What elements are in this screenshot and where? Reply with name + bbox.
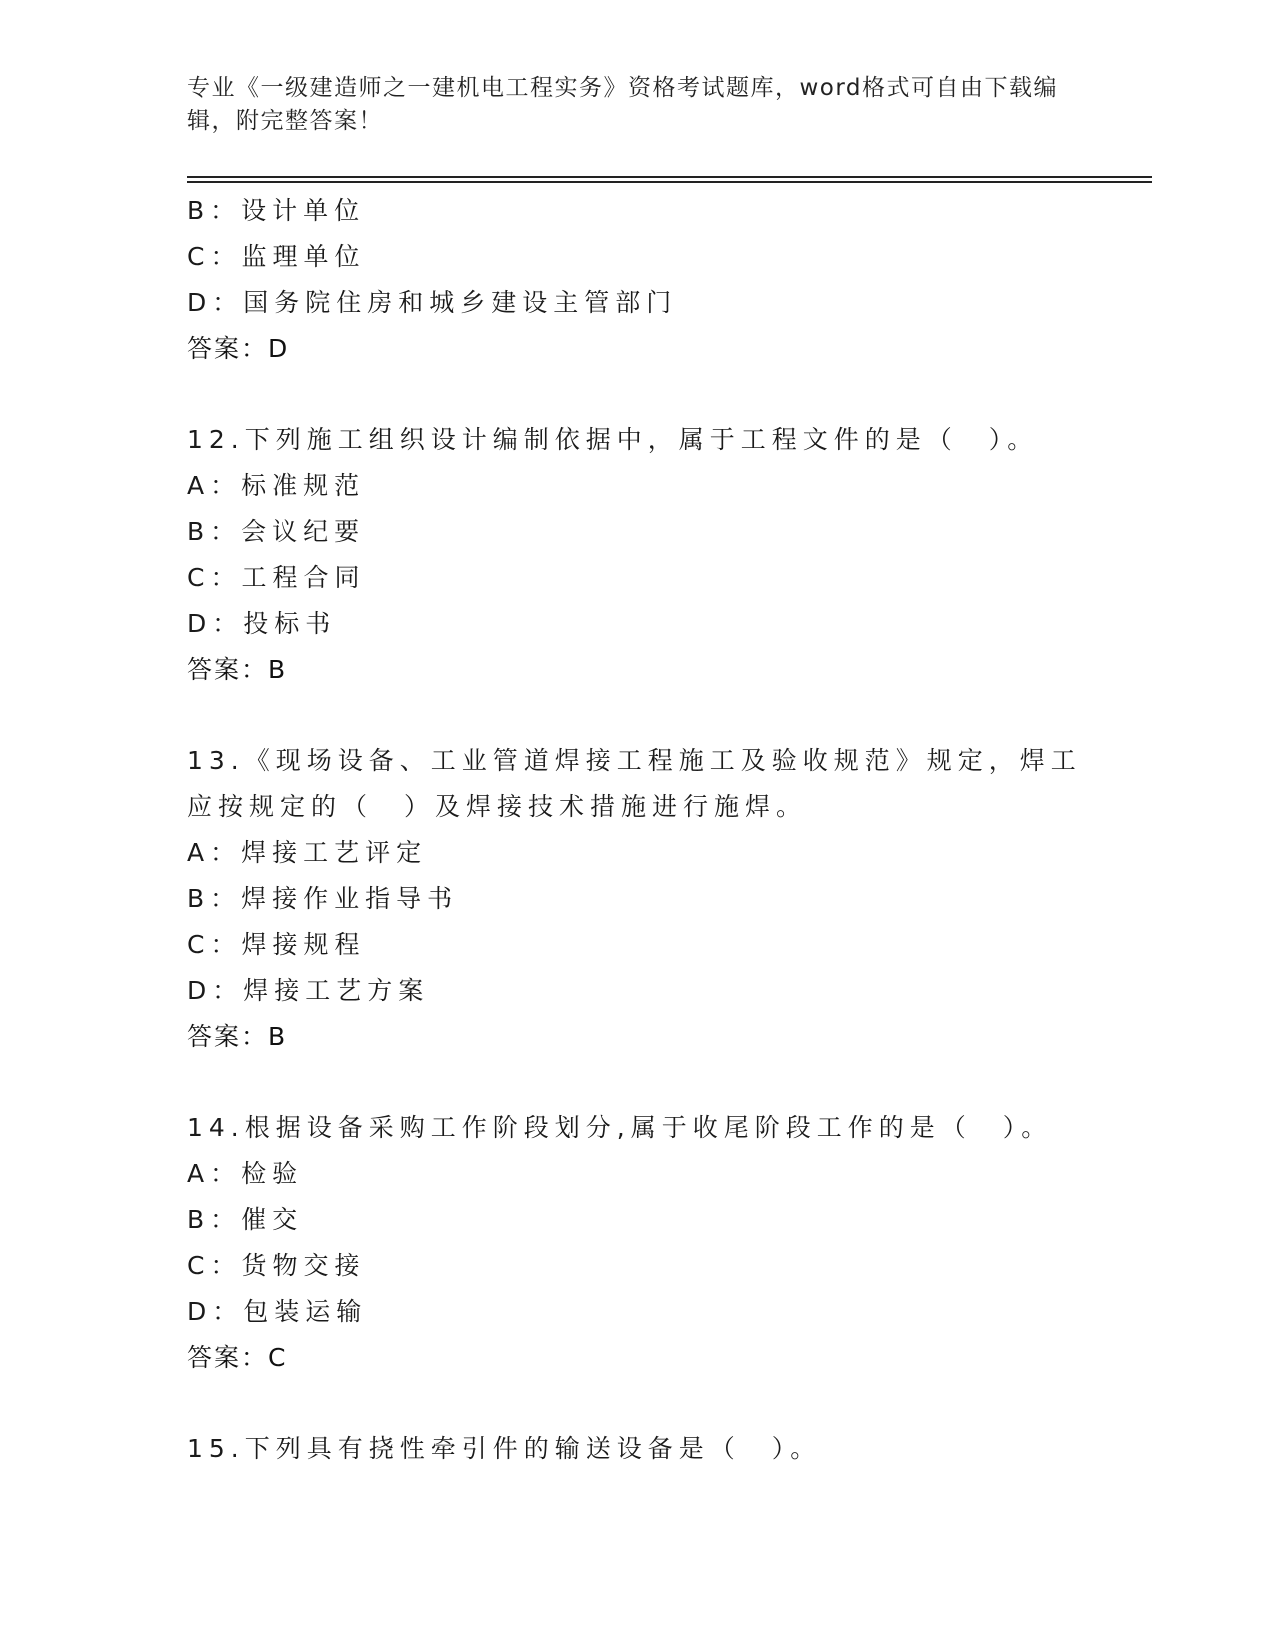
question-15 xyxy=(187,1426,1087,1472)
header-divider-top xyxy=(187,176,1152,178)
answer: 答案：C xyxy=(187,1343,288,1372)
question-text: 14.根据设备采购工作阶段划分,属于收尾阶段工作的是（ ）。 xyxy=(187,1113,1053,1142)
question-14 xyxy=(187,1105,1087,1381)
option-c: C：焊接规程 xyxy=(187,930,366,959)
option-b: B：催交 xyxy=(187,1205,304,1234)
option-d: D：国务院住房和城乡建设主管部门 xyxy=(187,288,678,317)
option-d: D：投标书 xyxy=(187,609,337,638)
option-b: B：会议纪要 xyxy=(187,517,366,546)
question-text: 12.下列施工组织设计编制依据中，属于工程文件的是（ ）。 xyxy=(187,425,1039,454)
option-c: C：监理单位 xyxy=(187,242,366,271)
option-b: B：设计单位 xyxy=(187,196,366,225)
option-c: C：工程合同 xyxy=(187,563,366,592)
option-a: A：标准规范 xyxy=(187,471,366,500)
option-d: D：包装运输 xyxy=(187,1297,368,1326)
option-a: A：检验 xyxy=(187,1159,304,1188)
option-d: D：焊接工艺方案 xyxy=(187,976,430,1005)
question-list xyxy=(187,188,1087,1472)
header-divider-bottom xyxy=(187,181,1152,183)
answer: 答案：D xyxy=(187,334,290,363)
question-text: 15.下列具有挠性牵引件的输送设备是（ ）。 xyxy=(187,1434,822,1463)
question-12 xyxy=(187,417,1087,693)
question-11-continued xyxy=(187,188,1087,372)
option-c: C：货物交接 xyxy=(187,1251,366,1280)
answer: 答案：B xyxy=(187,1022,288,1051)
question-13 xyxy=(187,738,1087,1060)
option-b: B：焊接作业指导书 xyxy=(187,884,459,913)
answer: 答案：B xyxy=(187,655,288,684)
question-text: 13.《现场设备、工业管道焊接工程施工及验收规范》规定，焊工应按规定的（ ）及焊接技术措施进行施焊。 xyxy=(187,746,1082,821)
option-a: A：焊接工艺评定 xyxy=(187,838,428,867)
document-header: 专业《一级建造师之一建机电工程实务》资格考试题库，word格式可自由下载编辑，附完整答案！ xyxy=(187,75,1059,134)
